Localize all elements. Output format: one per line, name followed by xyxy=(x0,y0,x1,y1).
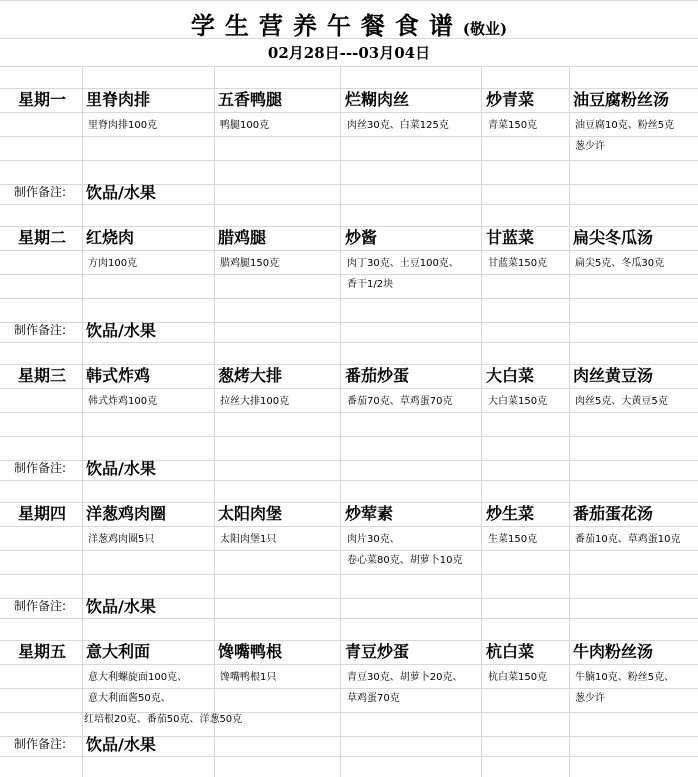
dish-name: 馋嘴鸭根 xyxy=(218,642,283,661)
ingredient-line: 生菜150克 xyxy=(488,534,538,545)
grid-line xyxy=(0,412,698,413)
dish-name: 油豆腐粉丝汤 xyxy=(573,90,670,109)
note-label: 制作备注: xyxy=(14,185,67,199)
dish-name: 韩式炸鸡 xyxy=(86,366,151,385)
grid-line xyxy=(0,298,698,299)
grid-line xyxy=(0,112,698,113)
ingredient-line: 油豆腐10克、粉丝5克 xyxy=(575,120,675,131)
grid-line xyxy=(340,66,341,777)
ingredient-line: 洋葱鸡肉圈5只 xyxy=(88,534,155,545)
grid-line xyxy=(0,250,698,251)
ingredient-line: 鸭腿100克 xyxy=(220,120,270,131)
ingredient-line: 香干1/2块 xyxy=(347,279,394,290)
ingredient-line: 杭白菜150克 xyxy=(488,672,548,683)
ingredient-line: 里脊肉排100克 xyxy=(88,120,158,131)
ingredient-line: 番茄10克、草鸡蛋10克 xyxy=(575,534,681,545)
grid-line xyxy=(0,204,698,205)
title-text: 学生营养午餐食谱 xyxy=(190,11,463,40)
title-area xyxy=(0,0,698,66)
ingredient-line: 葱少许 xyxy=(575,141,605,152)
grid-line xyxy=(0,38,698,39)
ingredient-line: 肉丝5克、大黄豆5克 xyxy=(575,396,668,407)
grid-line xyxy=(0,342,698,343)
grid-line xyxy=(0,480,698,481)
grid-line xyxy=(0,756,698,757)
ingredient-line: 番茄70克、草鸡蛋70克 xyxy=(347,396,453,407)
note-value: 饮品/水果 xyxy=(86,459,156,478)
dish-name: 意大利面 xyxy=(86,642,151,661)
grid-line xyxy=(0,526,698,527)
grid-line xyxy=(0,436,698,437)
note-label: 制作备注: xyxy=(14,737,67,751)
ingredient-line: 意大利面酱50克、 xyxy=(88,693,171,704)
note-value: 饮品/水果 xyxy=(86,735,156,754)
ingredient-line: 青菜150克 xyxy=(488,120,538,131)
dish-name: 炒荤素 xyxy=(345,504,394,523)
grid-line xyxy=(0,574,698,575)
note-label: 制作备注: xyxy=(14,323,67,337)
dish-name: 五香鸭腿 xyxy=(218,90,283,109)
dish-name: 杭白菜 xyxy=(486,642,535,661)
title-suffix: (敬业) xyxy=(462,20,508,38)
grid-line xyxy=(0,160,698,161)
day-label: 星期二 xyxy=(18,228,67,247)
dish-name: 烂糊肉丝 xyxy=(345,90,410,109)
dish-name: 洋葱鸡肉圈 xyxy=(86,504,167,523)
date-range: 02月28日---03月04日 xyxy=(267,44,431,62)
ingredient-line: 卷心菜80克、胡萝卜10克 xyxy=(347,555,463,566)
day-label: 星期一 xyxy=(18,90,67,109)
note-value: 饮品/水果 xyxy=(86,597,156,616)
ingredient-line: 方肉100克 xyxy=(88,258,138,269)
day-label: 星期四 xyxy=(18,504,67,523)
dish-name: 葱烤大排 xyxy=(218,366,283,385)
ingredient-line: 牛腩10克、粉丝5克、 xyxy=(575,672,675,683)
ingredient-line: 红培根20克、番茄50克、洋葱50克 xyxy=(84,714,243,725)
dish-name: 扁尖冬瓜汤 xyxy=(573,228,654,247)
grid-line xyxy=(0,664,698,665)
dish-name: 炒生菜 xyxy=(486,504,535,523)
ingredient-line: 草鸡蛋70克 xyxy=(347,693,400,704)
grid-line xyxy=(0,66,698,67)
ingredient-line: 腊鸡腿150克 xyxy=(220,258,280,269)
ingredient-line: 馋嘴鸭根1只 xyxy=(220,672,277,683)
dish-name: 大白菜 xyxy=(486,366,535,385)
dish-name: 牛肉粉丝汤 xyxy=(573,642,654,661)
ingredient-line: 拉丝大排100克 xyxy=(220,396,290,407)
dish-name: 里脊肉排 xyxy=(86,90,151,109)
grid-line xyxy=(0,618,698,619)
day-label: 星期五 xyxy=(18,642,67,661)
ingredient-line: 大白菜150克 xyxy=(488,396,548,407)
ingredient-line: 青豆30克、胡萝卜20克、 xyxy=(347,672,463,683)
dish-name: 甘蓝菜 xyxy=(486,228,535,247)
dish-name: 番茄炒蛋 xyxy=(345,366,410,385)
note-label: 制作备注: xyxy=(14,599,67,613)
ingredient-line: 葱少许 xyxy=(575,693,605,704)
ingredient-line: 肉丝30克、白菜125克 xyxy=(347,120,449,131)
grid-line xyxy=(481,66,482,777)
ingredient-line: 甘蓝菜150克 xyxy=(488,258,548,269)
page-title xyxy=(0,6,698,41)
dish-name: 青豆炒蛋 xyxy=(345,642,410,661)
dish-name: 炒酱 xyxy=(345,228,378,247)
ingredient-line: 肉片30克、 xyxy=(347,534,400,545)
note-label: 制作备注: xyxy=(14,461,67,475)
dish-name: 番茄蛋花汤 xyxy=(573,504,654,523)
dish-name: 肉丝黄豆汤 xyxy=(573,366,654,385)
dish-name: 红烧肉 xyxy=(86,228,135,247)
grid-line xyxy=(82,66,83,777)
grid-line xyxy=(214,66,215,777)
ingredient-line: 太阳肉堡1只 xyxy=(220,534,277,545)
grid-line xyxy=(569,66,570,777)
grid-line xyxy=(0,388,698,389)
ingredient-line: 韩式炸鸡100克 xyxy=(88,396,158,407)
dish-name: 腊鸡腿 xyxy=(218,228,267,247)
grid-line xyxy=(0,0,698,1)
dish-name: 太阳肉堡 xyxy=(218,504,283,523)
ingredient-line: 意大利螺旋面100克、 xyxy=(88,672,188,683)
dish-name: 炒青菜 xyxy=(486,90,535,109)
ingredient-line: 扁尖5克、冬瓜30克 xyxy=(575,258,665,269)
note-value: 饮品/水果 xyxy=(86,183,156,202)
ingredient-line: 肉丁30克、土豆100克、 xyxy=(347,258,459,269)
day-label: 星期三 xyxy=(18,366,67,385)
note-value: 饮品/水果 xyxy=(86,321,156,340)
